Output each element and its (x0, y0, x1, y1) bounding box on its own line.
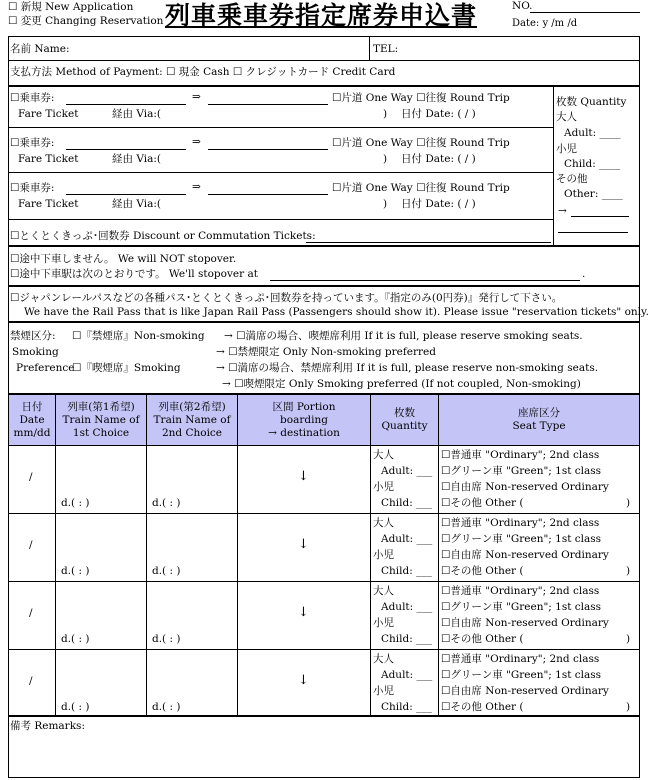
down-arrow: ↓ (298, 605, 309, 620)
seat-ordinary-checkbox[interactable]: ☐普通車 "Ordinary"; 2nd class (441, 449, 600, 461)
arrow: ⇒ (192, 136, 201, 148)
down-arrow: ↓ (298, 537, 309, 552)
train2-departure-field[interactable]: d.( : ) (152, 701, 181, 713)
non-smoking-checkbox[interactable]: ☐『禁煙席』Non-smoking (72, 330, 205, 342)
smoking-checkbox[interactable]: ☐『喫煙席』Smoking (72, 362, 181, 374)
down-arrow: ↓ (298, 673, 309, 688)
date-field[interactable]: 日付 Date: ( / ) (401, 198, 476, 210)
payment-method[interactable]: 支払方法 Method of Payment: ☐ 現金 Cash ☐ クレジットカード Credit Card (10, 66, 396, 78)
header-seat-type: 座席区分 Seat Type (439, 395, 639, 445)
stopover-line (270, 280, 580, 281)
seat-other-close: ) (626, 565, 631, 577)
child-quantity-field[interactable]: Child: ___ (381, 633, 432, 645)
date-field[interactable]: Date: y /m /d (512, 18, 578, 29)
seat-green-checkbox[interactable]: ☐グリーン車 "Green"; 1st class (441, 669, 602, 681)
quantity-title: 枚数 Quantity (556, 96, 627, 108)
train1-departure-field[interactable]: d.( : ) (61, 701, 90, 713)
no-underline (530, 12, 640, 13)
column-divider (55, 394, 56, 716)
seat-green-checkbox[interactable]: ☐グリーン車 "Green"; 1st class (441, 533, 602, 545)
adult-label: 大人 (556, 111, 577, 123)
adult-label: 大人 (373, 653, 394, 665)
seat-nonreserved-checkbox[interactable]: ☐自由席 Non-reserved Ordinary (441, 685, 609, 697)
from-station-line (66, 149, 186, 150)
seat-green-checkbox[interactable]: ☐グリーン車 "Green"; 1st class (441, 465, 602, 477)
adult-quantity-field[interactable]: Adult: ___ (381, 601, 433, 613)
date-slash: / (29, 675, 33, 687)
smoking-option-3[interactable]: → ☐満席の場合、禁煙席利用 If it is full, please reserve non-smoking seats. (216, 362, 599, 374)
train2-departure-field[interactable]: d.( : ) (152, 565, 181, 577)
train2-departure-field[interactable]: d.( : ) (152, 633, 181, 645)
adult-label: 大人 (373, 517, 394, 529)
date-slash: / (29, 539, 33, 551)
down-arrow: ↓ (298, 469, 309, 484)
child-quantity-field[interactable]: Child: ____ (564, 158, 621, 170)
arrow: → (558, 205, 567, 217)
other-label: その他 (556, 173, 588, 185)
other-type-line (558, 232, 628, 233)
seat-other-close: ) (626, 633, 631, 645)
via-close: ) (383, 153, 388, 165)
smoking-option-4[interactable]: → ☐喫煙限定 Only Smoking preferred (If not coupled, Non-smoking) (222, 378, 581, 390)
adult-quantity-field[interactable]: Adult: ___ (381, 669, 433, 681)
child-quantity-field[interactable]: Child: ___ (381, 497, 432, 509)
child-quantity-field[interactable]: Child: ___ (381, 701, 432, 713)
seat-nonreserved-checkbox[interactable]: ☐自由席 Non-reserved Ordinary (441, 617, 609, 629)
child-label: 小児 (373, 481, 394, 493)
remarks-field[interactable]: 備考 Remarks: (10, 720, 85, 732)
to-station-line (208, 104, 328, 105)
adult-quantity-field[interactable]: Adult: ___ (381, 465, 433, 477)
from-station-line (66, 194, 186, 195)
discount-checkbox[interactable]: ☐とくとくきっぷ･回数券 Discount or Commutation Tickets: (10, 230, 316, 242)
seat-other-close: ) (626, 497, 631, 509)
fare-ticket-checkbox[interactable]: ☐乗車券: (10, 92, 55, 104)
column-divider (146, 394, 147, 716)
train1-departure-field[interactable]: d.( : ) (61, 497, 90, 509)
smoking-preference-label: Preference (16, 362, 75, 374)
new-application-checkbox[interactable]: ☐ 新規 New Application (8, 1, 134, 13)
divider (8, 60, 640, 61)
date-field[interactable]: 日付 Date: ( / ) (401, 108, 476, 120)
no-field[interactable]: NO. (512, 0, 533, 12)
fare-ticket-label: Fare Ticket (18, 198, 79, 210)
fare-ticket-checkbox[interactable]: ☐乗車券: (10, 182, 55, 194)
header-date: 日付 Date mm/dd (9, 395, 55, 445)
seat-other-close: ) (626, 701, 631, 713)
seat-ordinary-checkbox[interactable]: ☐普通車 "Ordinary"; 2nd class (441, 653, 600, 665)
adult-label: 大人 (373, 449, 394, 461)
child-label: 小児 (556, 143, 577, 155)
railpass-note: We have the Rail Pass that is like Japan Rail Pass (Passengers should show it). Please issue "reservation tickets" only. (24, 306, 649, 318)
other-type-line (571, 216, 629, 217)
to-station-line (208, 149, 328, 150)
divider (8, 127, 553, 128)
divider (8, 172, 553, 173)
column-divider (438, 394, 439, 716)
seat-ordinary-checkbox[interactable]: ☐普通車 "Ordinary"; 2nd class (441, 585, 600, 597)
remarks-box (8, 716, 640, 778)
discount-line (306, 242, 551, 243)
date-slash: / (29, 471, 33, 483)
header-quantity: 枚数 Quantity (371, 395, 438, 445)
seat-other-checkbox[interactable]: ☐その他 Other ( (441, 565, 524, 577)
smoking-option-1[interactable]: → ☐満席の場合、喫煙席利用 If it is full, please reserve smoking seats. (224, 330, 583, 342)
smoking-option-2[interactable]: → ☐禁煙限定 Only Non-smoking preferred (216, 346, 436, 358)
period: . (582, 268, 586, 280)
quantity-divider (553, 86, 554, 246)
other-quantity-field[interactable]: Other: ____ (564, 188, 623, 200)
form-title: 列車乗車券指定席券申込書 (165, 1, 478, 30)
via-field[interactable]: 経由 Via:( (112, 198, 161, 210)
row-divider (8, 649, 640, 650)
row-divider (8, 581, 640, 582)
fare-ticket-label: Fare Ticket (18, 153, 79, 165)
trip-type-options[interactable]: ☐片道 One Way ☐往復 Round Trip (332, 92, 510, 104)
fare-box (8, 86, 640, 246)
seat-other-checkbox[interactable]: ☐その他 Other ( (441, 701, 524, 713)
train1-departure-field[interactable]: d.( : ) (61, 565, 90, 577)
arrow: ⇒ (192, 91, 201, 103)
header-train-1st: 列車(第1希望) Train Name of 1st Choice (56, 395, 146, 445)
to-station-line (208, 194, 328, 195)
tel-field[interactable]: TEL: (373, 43, 399, 55)
header-portion: 区間 Portion boarding → destination (238, 395, 370, 445)
divider (8, 219, 553, 220)
smoking-label: 禁煙区分: (10, 330, 56, 342)
stopover-checkbox[interactable]: ☐途中下車駅は次のとおりです。 We'll stopover at (10, 268, 258, 280)
trip-type-options[interactable]: ☐片道 One Way ☐往復 Round Trip (332, 137, 510, 149)
via-field[interactable]: 経由 Via:( (112, 153, 161, 165)
date-field[interactable]: 日付 Date: ( / ) (401, 153, 476, 165)
via-close: ) (383, 198, 388, 210)
train2-departure-field[interactable]: d.( : ) (152, 497, 181, 509)
name-field[interactable]: 名前 Name: (10, 43, 70, 55)
date-slash: / (29, 607, 33, 619)
row-divider (8, 445, 640, 446)
seat-other-checkbox[interactable]: ☐その他 Other ( (441, 633, 524, 645)
child-label: 小児 (373, 617, 394, 629)
column-divider (370, 394, 371, 716)
header-train-2nd: 列車(第2希望) Train Name of 2nd Choice (147, 395, 237, 445)
changing-reservation-checkbox[interactable]: ☐ 変更 Changing Reservation (8, 15, 164, 27)
column-divider (237, 394, 238, 716)
trip-type-options[interactable]: ☐片道 One Way ☐往復 Round Trip (332, 182, 510, 194)
seat-nonreserved-checkbox[interactable]: ☐自由席 Non-reserved Ordinary (441, 481, 609, 493)
seat-ordinary-checkbox[interactable]: ☐普通車 "Ordinary"; 2nd class (441, 517, 600, 529)
divider (369, 36, 370, 60)
seat-other-checkbox[interactable]: ☐その他 Other ( (441, 497, 524, 509)
railpass-checkbox[interactable]: ☐ジャパンレールパスなどの各種パス･とくとくきっぷ･回数券を持っています。『指定のみ(0円券)』発行して下さい。 (10, 292, 563, 304)
fare-ticket-checkbox[interactable]: ☐乗車券: (10, 137, 55, 149)
seat-nonreserved-checkbox[interactable]: ☐自由席 Non-reserved Ordinary (441, 549, 609, 561)
train1-departure-field[interactable]: d.( : ) (61, 633, 90, 645)
adult-quantity-field[interactable]: Adult: ___ (381, 533, 433, 545)
child-label: 小児 (373, 685, 394, 697)
fare-ticket-label: Fare Ticket (18, 108, 79, 120)
adult-quantity-field[interactable]: Adult: ____ (564, 127, 621, 139)
smoking-preference-label: Smoking (12, 346, 59, 358)
seat-green-checkbox[interactable]: ☐グリーン車 "Green"; 1st class (441, 601, 602, 613)
child-label: 小児 (373, 549, 394, 561)
adult-label: 大人 (373, 585, 394, 597)
row-divider (8, 513, 640, 514)
child-quantity-field[interactable]: Child: ___ (381, 565, 432, 577)
arrow: ⇒ (192, 181, 201, 193)
via-field[interactable]: 経由 Via:( (112, 108, 161, 120)
via-close: ) (383, 108, 388, 120)
no-stopover-checkbox[interactable]: ☐途中下車しません。 We will NOT stopover. (10, 253, 237, 265)
from-station-line (66, 104, 186, 105)
